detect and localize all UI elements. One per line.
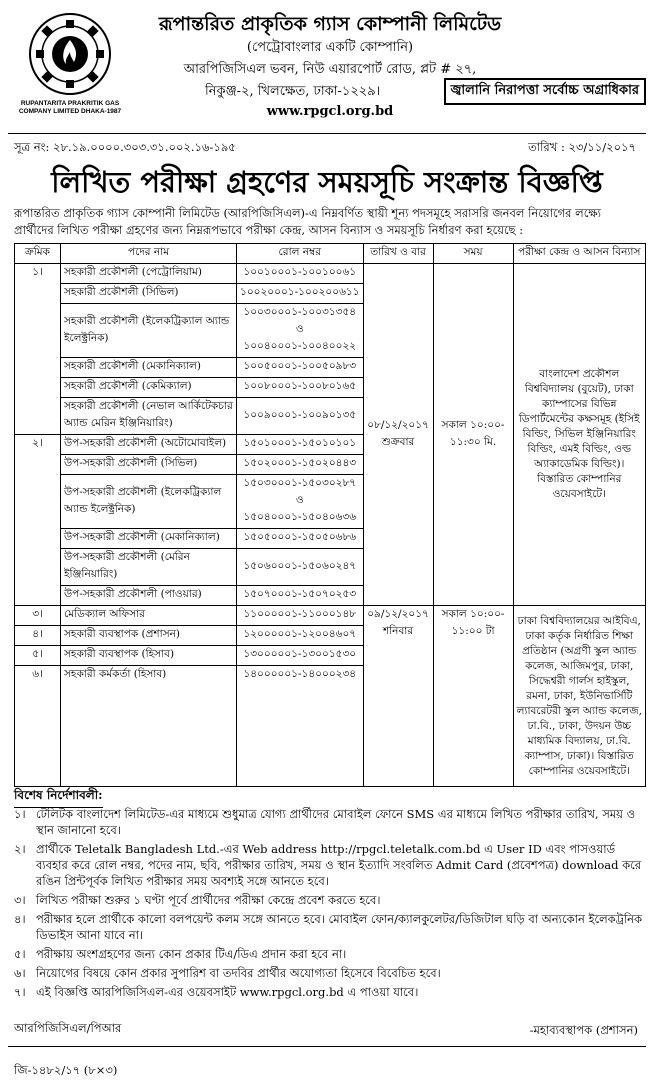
item-text: টেলিটক বাংলাদেশ লিমিটেড-এর মাধ্যমে শুধুমাত্র যোগ্য প্রার্থীদের মোবাইল ফোনে SMS এর মাধ্যমে লিখিত পরীক্ষার তারিখ, সময় ও স্থান জানানো হবে। [36,807,636,837]
footer-divider [8,1046,646,1047]
roll-cell: ১৫০১০০০১-১৫০১০১০১ [237,435,364,455]
gear-flame-logo-icon [16,8,124,100]
serial-cell: ৩। [15,606,61,626]
roll-cell: ১০০৯০০০১-১০০৯০১৩৫ [237,398,364,435]
signatory: -মহাব্যবস্থাপক (প্রশাসন) [529,1023,638,1037]
center-cell: ঢাকা বিশ্ববিদ্যালয়ের আইবিএ, ঢাকা কর্তৃক নির্ধারিত শিক্ষা প্রতিষ্ঠান (অগ্রণী স্কুল অ্যান্ড কলেজ, আজিমপুর, ঢাকা, সিদ্ধেশ্বরী গার্লস হাইস্কুল, রমনা, ঢাকা, ইউনিভার্সিটি ল্যাবরেটরী স্কুল অ্যান্ড কলেজ, ঢা.বি., ঢাকা, উদয়ন উচ্চ মাধ্যমিক বিদ্যালয়, ঢা.বি. ক্যাম্পাস, ঢাকা)। বিস্তারিত কোম্পানির ওয়েবসাইটে। [513,606,645,787]
website-link[interactable]: www.rpgcl.org.bd [266,104,394,119]
item-number: ৬। [14,966,26,980]
post-cell: উপ-সহকারী প্রকৌশলী (ইলেকট্রিক্যাল অ্যান্ড ইলেক্ট্রনিক) [61,475,237,529]
list-item [14,806,644,838]
roll-cell: ১৫০৩০০০১-১৫০৩০২৮৭ ও ১৫০৪০০০১-১৫০৪০৬৩৬ [237,475,364,529]
serial-cell: ৬। [15,666,61,787]
item-number: ২। [14,842,26,856]
subsidiary-line: (পেট্রোবাংলার একটি কোম্পানি) [246,40,414,55]
item-number: ৪। [14,912,26,926]
roll-cell: ১০০১০০০১-১০০১০০৬১ [237,264,364,284]
post-cell: সহকারী প্রকৌশলী (নেভাল আর্কিটেকচার অ্যান্ড মেরিন ইঞ্জিনিয়ারিং) [61,398,237,435]
post-cell: সহকারী প্রকৌশলী (মেকানিক্যাল) [61,358,237,378]
serial-cell: ২। [15,435,61,606]
table-row [15,606,646,626]
table-header-row [15,244,646,264]
post-cell: সহকারী প্রকৌশলী (সিভিল) [61,284,237,304]
date-cell: ০৮/১২/২০১৭ শুক্রবার [363,264,433,606]
list-item [14,892,644,908]
post-cell: সহকারী ব্যবস্থাপক (প্রশাসন) [61,626,237,646]
roll-cell: ১৫০৫০০০১-১৫০৫০৬৮৬ [237,529,364,549]
roll-cell: ১২০০০০০১-১২০০৪৬০৭ [237,626,364,646]
item-text: প্রার্থীকে Teletalk Bangladesh Ltd.-এর Web address http://rpgcl.teletalk.com.bd এ User ID এবং পাসওয়ার্ড ব্যবহার করে রোল নম্বর, পদের নাম, ছবি, পরীক্ষার তারিখ, সময় ও স্থান ইত্যাদি সংবলিত Admit Card (প্রবেশপত্র) download করে রঙিন প্রিন্টপূর্বক লিখিত পরীক্ষার সময় অবশ্যই সঙ্গে আনতে হবে। [36,842,642,888]
roll-cell: ১০০৩০০০১-১০০৩১৩৫৪ ও ১০০৪০০০১-১০০৪০০২২ [237,304,364,358]
item-text: লিখিত পরীক্ষা শুরুর ১ ঘণ্টা পূর্বে প্রার্থীদের পরীক্ষা কেন্দ্রে প্রবেশ করতে হবে। [36,893,381,907]
address-line-2: নিকুঞ্জ-২, খিলক্ষেত, ঢাকা-১২২৯। [205,84,381,99]
header-time: সময় [433,244,513,264]
roll-cell: ১১০০০০০১-১১০০০১৪৮ [237,606,364,626]
tagline-box: জ্বালানি নিরাপত্তা সর্বোচ্চ অগ্রাধিকার [444,78,646,105]
roll-cell: ১৫০২০০০১-১৫০২০৪৪৩ [237,455,364,475]
list-item [14,841,644,889]
address-line-1: আরপিজিসিএল ভবন, নিউ এয়ারপোর্ট রোড, প্লট # ২৭, [183,62,477,77]
header-date: তারিখ ও বার [363,244,433,264]
post-cell: সহকারী প্রকৌশলী (ইলেকট্রিক্যাল অ্যান্ড ইলেক্ট্রনিক) [61,304,237,358]
serial-cell: ১। [15,264,61,435]
reference-number: সূত্র নং: ২৮.১৯.০০০০.৩০৩.৩১.০০২.১৬-১৯৫ [14,140,236,154]
instructions-list [14,806,644,1003]
intro-paragraph: রূপান্তরিত প্রাকৃতিক গ্যাস কোম্পানী লিমিটেড (আরপিজিসিএল)-এ নিম্নবর্ণিত স্থায়ী শূন্য পদসমূহে সরাসরি জনবল নিয়োগের লক্ষ্যে প্রার্থীদের লিখিত পরীক্ষা গ্রহণের জন্য নিম্নরূপভাবে পরীক্ষা কেন্দ্র, আসন বিন্যাস ও সময়সূচি নির্ধারণ করা হয়েছে : [14,206,602,237]
post-cell: মেডিক্যাল অফিসার [61,606,237,626]
post-cell: উপ-সহকারী প্রকৌশলী (পাওয়ার) [61,586,237,606]
post-cell: সহকারী ব্যবস্থাপক (হিসাব) [61,646,237,666]
item-number: ৫। [14,947,26,961]
header-center: পরীক্ষা কেন্দ্র ও আসন বিন্যাস [513,244,645,264]
list-item [14,946,644,962]
roll-cell: ১০০৮০০০১-১০০৮০১৬৫ [237,378,364,398]
notice-title: লিখিত পরীক্ষা গ্রহণের সময়সূচি সংক্রান্ত বিজ্ঞপ্তি [51,165,603,199]
item-number: ৭। [14,985,26,999]
post-cell: উপ-সহকারী প্রকৌশলী (মেকানিক্যাল) [61,529,237,549]
table-row [15,264,646,284]
header-post: পদের নাম [61,244,237,264]
post-cell: সহকারী প্রকৌশলী (পেট্রোলিয়াম) [61,264,237,284]
item-text: নিয়োগের বিষয়ে কোন প্রকার সুপারিশ বা তদবির প্রার্থীর অযোগ্যতা হিসেবে বিবেচিত হবে। [36,966,441,980]
list-item [14,984,644,1000]
header-divider [8,133,646,134]
time-cell: সকাল ১০:০০- ১১:৩০ মি. [433,264,513,606]
center-cell: বাংলাদেশ প্রকৌশল বিশ্ববিদ্যালয় (বুয়েট), ঢাকা ক্যাম্পাসের বিভিন্ন ডিপার্টমেন্টের কক্ষসমূহ (ইসিই বিল্ডিং, সিভিল ইঞ্জিনিয়ারিং বিল্ডিং, এমই বিল্ডিং, ওল্ড অ্যাকাডেমিক বিল্ডিং)। বিস্তারিত কোম্পানির ওয়েবসাইটে। [513,264,645,606]
pr-reference: আরপিজিসিএল/পিআর [14,1021,122,1035]
item-text: এই বিজ্ঞপ্তি আরপিজিসিএল-এর ওয়েবসাইট www.rpgcl.org.bd এ পাওয়া যাবে। [36,985,419,999]
header-serial: ক্রমিক [15,244,61,264]
header-roll: রোল নম্বর [237,244,364,264]
company-logo [16,8,124,123]
post-cell: সহকারী কর্মকর্তা (হিসাব) [61,666,237,787]
item-number: ৩। [14,893,26,907]
footer-code: জি-১৪৮২/১৭ (৮×৩) [14,1063,118,1077]
item-text: পরীক্ষায় অংশগ্রহণের জন্য কোন প্রকার টিএ/ডিএ প্রদান করা হবে না। [36,947,347,961]
serial-cell: ৫। [15,646,61,666]
exam-schedule-table [14,243,646,787]
post-cell: উপ-সহকারী প্রকৌশলী (সিভিল) [61,455,237,475]
serial-cell: ৪। [15,626,61,646]
item-number: ১। [14,807,26,821]
post-cell: উপ-সহকারী প্রকৌশলী (অটোমোবাইল) [61,435,237,455]
roll-cell: ১৫০৭০০০১-১৫০৭০২৫৩ [237,586,364,606]
roll-cell: ১৫০৬০০০১-১৫০৬০২৪৭ [237,549,364,586]
special-instructions-title: বিশেষ নির্দেশাবলী: [14,787,103,808]
list-item [14,965,644,981]
roll-cell: ১৩০০০০০১-১৩০০১৫৩০ [237,646,364,666]
company-name: রূপান্তরিত প্রাকৃতিক গ্যাস কোম্পানী লিমিটেড [158,13,502,35]
roll-cell: ১০০৫০০০১-১০০৫০৯৮৩ [237,358,364,378]
notice-date: তারিখ : ২৩/১১/২০১৭ [528,140,636,154]
roll-cell: ১০০২০০০১-১০০২০০৬১১ [237,284,364,304]
post-cell: সহকারী প্রকৌশলী (কেমিক্যাল) [61,378,237,398]
post-cell: উপ-সহকারী প্রকৌশলী (মেরিন ইঞ্জিনিয়ারিং) [61,549,237,586]
date-cell: ০৯/১২/২০১৭ শনিবার [363,606,433,787]
item-text: পরীক্ষার হলে প্রার্থীকে কালো বলপয়েন্ট কলম সঙ্গে আনতে হবে। মোবাইল ফোন/ক্যালকুলেটর/ডিজিটাল ঘড়ি বা অন্যকোন ইলেকট্রনিক ডিভাইস আনা যাবে না। [36,912,643,942]
list-item [14,911,644,943]
logo-caption: RUPANTARITA PRAKRITIK GAS COMPANY LIMITED DHAKA-1987 [18,100,122,115]
roll-cell: ১৪০০০০০১-১৪০০০২৩৪ [237,666,364,787]
time-cell: সকাল ১০:০০- ১১:০০ টা [433,606,513,787]
